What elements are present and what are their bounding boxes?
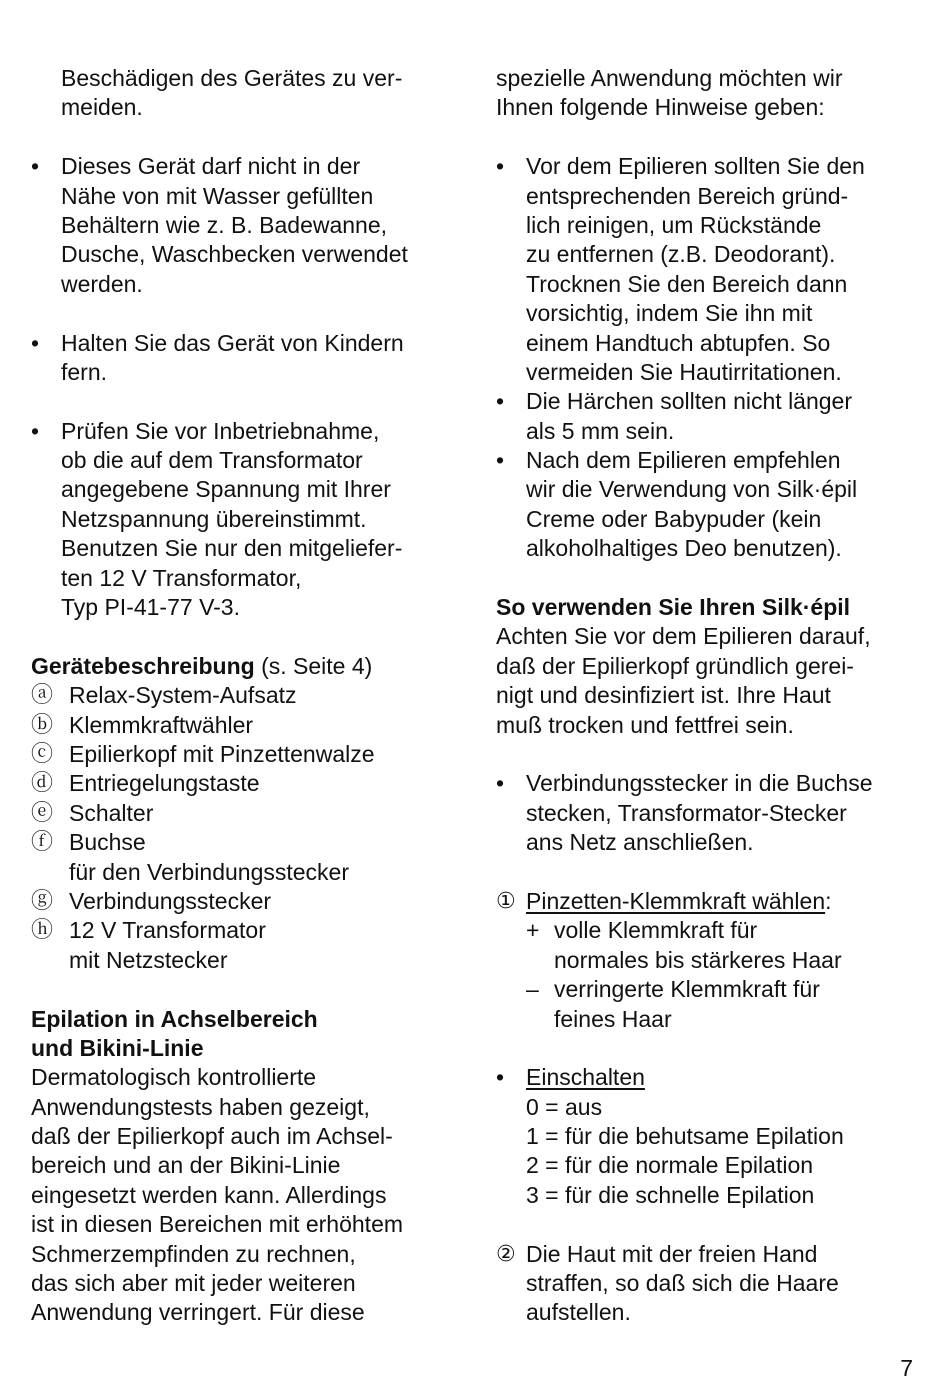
right-column: [496, 64, 926, 1328]
text-line: Typ PI-41-77 V-3.: [61, 594, 240, 621]
bullet-icon: •: [31, 417, 40, 444]
step-1-colon: :: [825, 887, 832, 914]
text-line: angegebene Spannung mit Ihrer: [61, 476, 391, 503]
text-line: ob die auf dem Transformator: [61, 447, 363, 474]
minus-icon: –: [526, 976, 539, 1003]
bullet-icon: •: [31, 153, 40, 180]
text-line: eingesetzt werden kann. Allerdings: [31, 1181, 387, 1208]
text-line: Anwendungstests haben gezeigt,: [31, 1093, 370, 1120]
circled-letter-e-icon: ⓔ: [31, 800, 54, 826]
text-line: einem Handtuch abtupfen. So: [526, 329, 831, 356]
tip-bullet-cleaning: [496, 152, 926, 387]
text-line: Creme oder Babypuder (kein: [526, 505, 822, 532]
switch-setting: 3 = für die schnelle Epilation: [526, 1181, 815, 1208]
circled-one-icon: ①: [496, 888, 516, 914]
legend-label: Verbindungsstecker: [69, 887, 272, 914]
page-number: 7: [900, 1355, 913, 1381]
text-line: entsprechenden Bereich gründ-: [526, 182, 849, 209]
text-line: spezielle Anwendung möchten wir: [496, 65, 843, 91]
switch-on-bullet: [496, 1063, 926, 1210]
text-line: Dieses Gerät darf nicht in der: [61, 153, 361, 180]
text-line: Verbindungsstecker in die Buchse: [526, 770, 873, 797]
circled-letter-a-icon: ⓐ: [31, 683, 54, 709]
heading-reference: (s. Seite 4): [254, 652, 373, 679]
text-line: werden.: [61, 270, 143, 297]
switch-setting: 1 = für die behutsame Epilation: [526, 1123, 844, 1150]
connect-bullet: [496, 769, 926, 857]
switch-title: Einschalten: [526, 1064, 645, 1091]
circled-letter-g-icon: ⓖ: [31, 888, 54, 914]
text-line: Trocknen Sie den Bereich dann: [526, 270, 848, 297]
text-line: Dusche, Waschbecken verwendet: [61, 241, 408, 268]
text-line: lich reinigen, um Rückstände: [526, 211, 822, 238]
heading-line: und Bikini-Linie: [31, 1034, 204, 1061]
circled-letter-b-icon: ⓑ: [31, 712, 54, 738]
legend-label: Relax-System-Aufsatz: [69, 682, 297, 709]
circled-letter-c-icon: ⓒ: [31, 741, 54, 767]
text-line: volle Klemmkraft für: [554, 917, 758, 944]
circled-letter-f-icon: ⓕ: [31, 830, 54, 856]
parts-legend: [31, 681, 461, 975]
tip-bullet-hair-length: [496, 387, 926, 446]
text-line: fern.: [61, 358, 108, 385]
legend-label: für den Verbindungsstecker: [69, 858, 350, 885]
legend-item: [31, 711, 461, 740]
option-minus: [496, 975, 926, 1034]
text-line: vorsichtig, indem Sie ihn mit: [526, 300, 813, 327]
text-line: bereich und an der Bikini-Linie: [31, 1152, 341, 1179]
bullet-icon: •: [496, 447, 505, 474]
left-column: [31, 64, 461, 1328]
text-line: Benutzen Sie nur den mitgeliefer-: [61, 535, 403, 562]
usage-heading: So verwenden Sie Ihren Silk·épil: [496, 594, 851, 621]
legend-label: Klemmkraftwähler: [69, 711, 254, 738]
text-line: aufstellen.: [526, 1299, 631, 1326]
safety-bullet-children: [31, 329, 461, 388]
text-line: feines Haar: [554, 1005, 672, 1032]
text-line: Nach dem Epilieren empfehlen: [526, 447, 841, 474]
legend-item: [31, 916, 461, 975]
switch-setting: 2 = für die normale Epilation: [526, 1152, 814, 1179]
tip-bullet-aftercare: [496, 446, 926, 564]
heading-bold: Gerätebeschreibung: [31, 652, 255, 679]
safety-bullet-water: [31, 152, 461, 299]
bullet-icon: •: [496, 1064, 505, 1091]
safety-bullet-voltage: [31, 417, 461, 623]
text-line: ans Netz anschließen.: [526, 829, 754, 856]
text-line: Halten Sie das Gerät von Kindern: [61, 329, 404, 356]
heading-line: Epilation in Achselbereich: [31, 1005, 318, 1032]
text-line: Prüfen Sie vor Inbetriebnahme,: [61, 417, 380, 444]
step-title-line: [526, 887, 926, 916]
bullet-icon: •: [496, 153, 505, 180]
bullet-icon: •: [496, 388, 505, 415]
legend-label: Buchse: [69, 829, 146, 856]
bullet-icon: •: [496, 770, 505, 797]
step-1-title: Pinzetten-Klemmkraft wählen: [526, 887, 826, 914]
text-line: alkoholhaltiges Deo benutzen).: [526, 535, 842, 562]
legend-label: Entriegelungstaste: [69, 770, 260, 797]
usage-paragraph: [496, 622, 926, 740]
text-line: muß trocken und fettfrei sein.: [496, 711, 794, 738]
text-line: vermeiden Sie Hautirritationen.: [526, 358, 842, 385]
text-line: als 5 mm sein.: [526, 417, 675, 444]
text-line: Schmerzempfinden zu rechnen,: [31, 1240, 356, 1267]
circled-two-icon: ②: [496, 1241, 516, 1267]
legend-item: [31, 681, 461, 710]
text-line: Die Härchen sollten nicht länger: [526, 388, 853, 415]
text-line: Nähe von mit Wasser gefüllten: [61, 182, 374, 209]
circled-letter-d-icon: ⓓ: [31, 771, 54, 797]
text-line: Vor dem Epilieren sollten Sie den: [526, 153, 865, 180]
text-line: daß der Epilierkopf gründlich gerei-: [496, 652, 854, 679]
text-line: Die Haut mit der freien Hand: [526, 1240, 818, 1267]
legend-item: [31, 799, 461, 828]
device-description-heading: [31, 652, 461, 681]
text-line: ten 12 V Transformator,: [61, 564, 302, 591]
intro-continuation: [31, 64, 461, 123]
step-2: [496, 1240, 926, 1328]
legend-item: [31, 740, 461, 769]
text-line: Beschädigen des Gerätes zu ver-: [61, 65, 403, 91]
text-line: Achten Sie vor dem Epilieren darauf,: [496, 623, 871, 650]
text-line: Netzspannung übereinstimmt.: [61, 505, 367, 532]
epilation-heading: [31, 1005, 461, 1064]
text-line: meiden.: [61, 94, 143, 121]
intro-continuation: [496, 64, 926, 123]
text-line: Behältern wie z. B. Badewanne,: [61, 211, 388, 238]
legend-label: Schalter: [69, 799, 154, 826]
bullet-icon: •: [31, 329, 40, 356]
text-line: nigt und desinfiziert ist. Ihre Haut: [496, 682, 831, 709]
plus-icon: +: [526, 917, 540, 944]
text-line: stecken, Transformator-Stecker: [526, 799, 847, 826]
text-line: ist in diesen Bereichen mit erhöhtem: [31, 1211, 404, 1238]
text-line: verringerte Klemmkraft für: [554, 976, 820, 1003]
legend-item: [31, 769, 461, 798]
switch-setting: 0 = aus: [526, 1093, 603, 1120]
legend-label: 12 V Transformator: [69, 917, 266, 944]
option-plus: [496, 916, 926, 975]
text-line: Ihnen folgende Hinweise geben:: [496, 94, 825, 121]
text-line: Anwendung verringert. Für diese: [31, 1299, 365, 1326]
text-line: wir die Verwendung von Silk·épil: [526, 476, 858, 503]
legend-label: mit Netzstecker: [69, 946, 228, 973]
legend-label: Epilierkopf mit Pinzettenwalze: [69, 740, 375, 767]
text-line: Dermatologisch kontrollierte: [31, 1064, 317, 1091]
text-line: das sich aber mit jeder weiteren: [31, 1270, 356, 1297]
switch-title-line: [526, 1063, 926, 1092]
step-1: [496, 887, 926, 916]
text-line: straffen, so daß sich die Haare: [526, 1270, 839, 1297]
text-line: daß der Epilierkopf auch im Achsel-: [31, 1123, 393, 1150]
legend-item: [31, 828, 461, 887]
text-line: normales bis stärkeres Haar: [554, 946, 842, 973]
text-line: zu entfernen (z.B. Deodorant).: [526, 241, 836, 268]
epilation-paragraph: [31, 1063, 461, 1328]
legend-item: [31, 887, 461, 916]
circled-letter-h-icon: ⓗ: [31, 918, 54, 944]
